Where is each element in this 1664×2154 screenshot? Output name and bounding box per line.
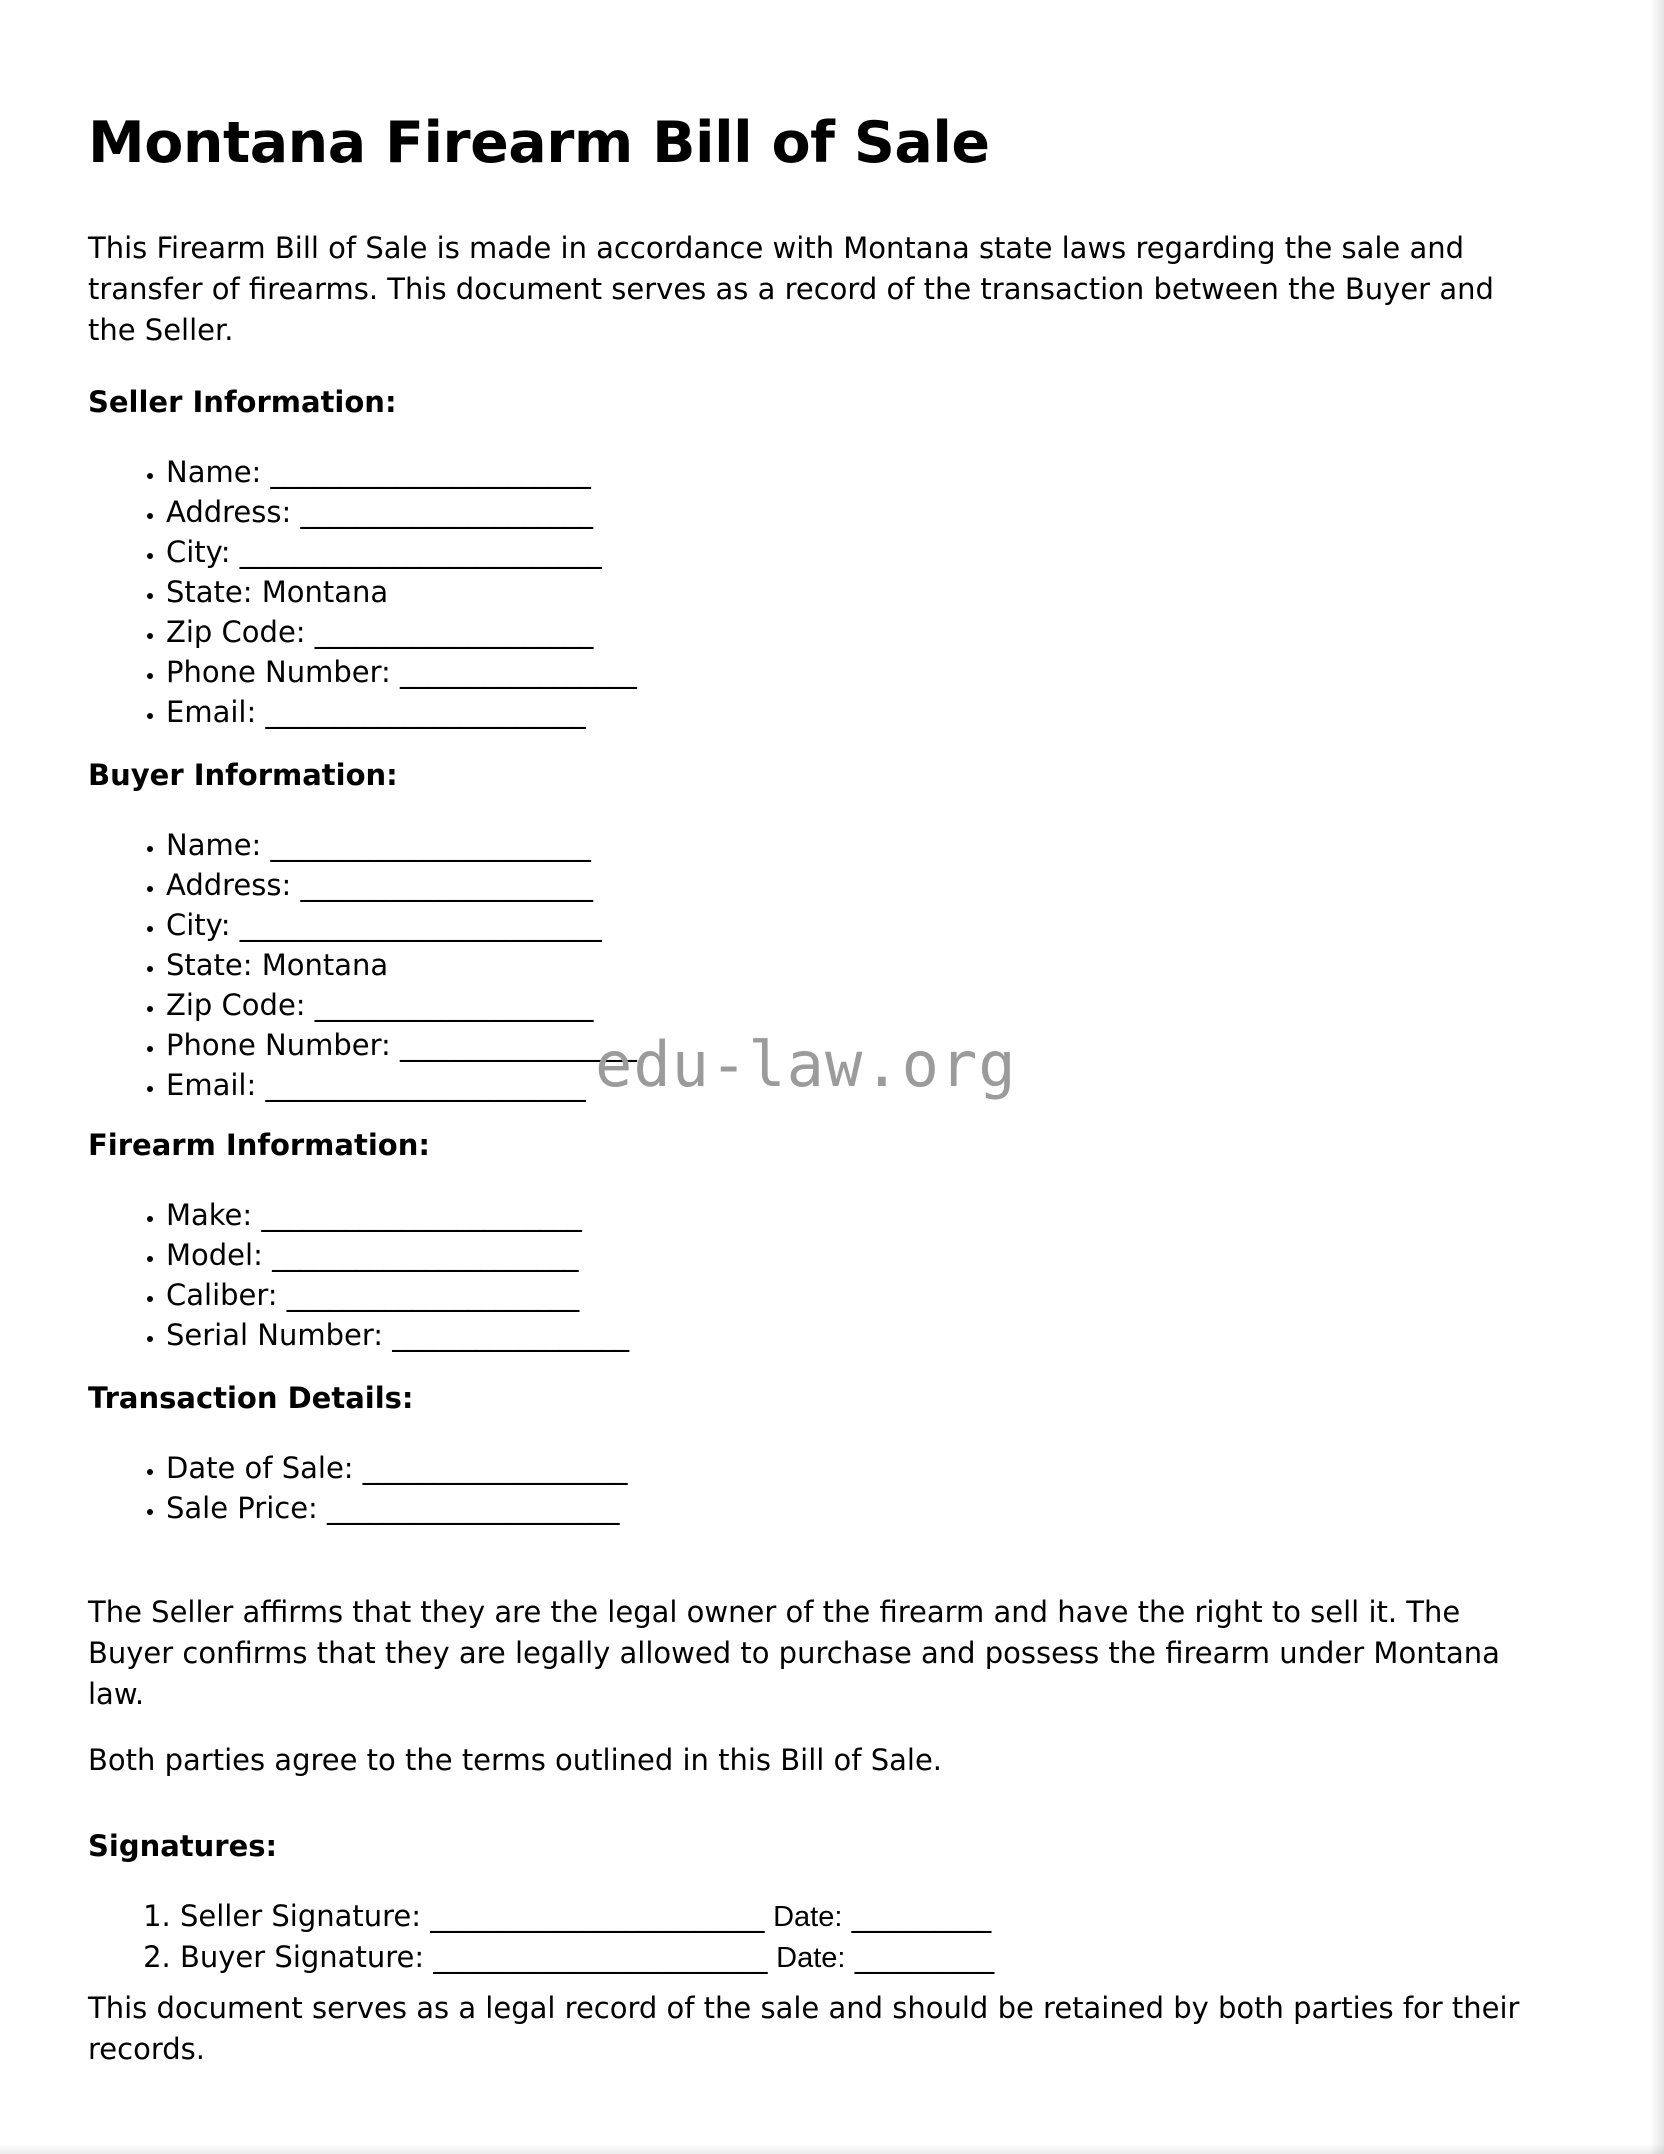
closing-paragraph: This document serves as a legal record of the sale and should be retained by both parties for their records. bbox=[88, 1991, 1520, 2066]
field-blank[interactable]: _______________________ bbox=[270, 828, 591, 862]
signature-rows-block bbox=[88, 1896, 994, 1978]
field-blank[interactable]: _______________________ bbox=[265, 695, 586, 729]
list-item bbox=[166, 532, 636, 572]
transaction-field-list bbox=[88, 1448, 627, 1528]
field-blank[interactable]: _______________________ bbox=[261, 1198, 582, 1232]
buyer-information-heading: Buyer Information: bbox=[88, 758, 398, 792]
list-item bbox=[166, 865, 636, 905]
agreement-paragraph: Both parties agree to the terms outlined in this Bill of Sale. bbox=[88, 1743, 943, 1777]
field-blank[interactable]: _______________________ bbox=[265, 1068, 586, 1102]
list-item bbox=[166, 1488, 627, 1528]
field-blank[interactable]: _________________ bbox=[392, 1318, 629, 1352]
field-blank[interactable]: _____________________ bbox=[300, 495, 593, 529]
list-item bbox=[166, 612, 636, 652]
firearm-fields-block bbox=[88, 1195, 629, 1355]
list-item bbox=[166, 652, 636, 692]
list-item bbox=[166, 945, 636, 985]
field-blank[interactable]: _____________________ bbox=[327, 1491, 619, 1525]
transaction-section-heading-block bbox=[88, 1378, 414, 1418]
list-item bbox=[166, 692, 636, 732]
list-item bbox=[166, 492, 636, 532]
field-blank[interactable]: _____________________ bbox=[286, 1278, 579, 1312]
field-label: Make: bbox=[166, 1198, 253, 1232]
list-item bbox=[166, 452, 636, 492]
field-label: Name: bbox=[166, 455, 262, 489]
field-blank[interactable]: _____________________ bbox=[300, 868, 593, 902]
firearm-section-heading-block bbox=[88, 1125, 430, 1165]
field-blank[interactable]: ____________________ bbox=[314, 988, 593, 1022]
field-label: City: bbox=[166, 535, 231, 569]
seller-fields-block bbox=[88, 452, 636, 732]
field-blank[interactable]: __________________________ bbox=[239, 535, 602, 569]
affirmation-paragraph: The Seller affirms that they are the legal owner of the firearm and have the right to sell it. The Buyer confirms that they are legally allowed to purchase and possess the firearm under Montana law. bbox=[88, 1595, 1500, 1711]
signature-date-blank[interactable]: __________ bbox=[854, 1940, 994, 1974]
seller-section-heading-block bbox=[88, 382, 397, 422]
closing-paragraph-block bbox=[88, 1988, 1528, 2070]
transaction-details-heading: Transaction Details: bbox=[88, 1381, 414, 1415]
signatures-heading: Signatures: bbox=[88, 1829, 278, 1863]
firearm-information-heading: Firearm Information: bbox=[88, 1128, 430, 1162]
list-item bbox=[166, 1235, 629, 1275]
buyer-fields-block bbox=[88, 825, 636, 1105]
field-blank[interactable]: ____________________ bbox=[314, 615, 593, 649]
page-right-edge-shadow bbox=[1650, 0, 1664, 2154]
field-label: Date of Sale: bbox=[166, 1451, 354, 1485]
field-label: Zip Code: bbox=[166, 988, 306, 1022]
signature-label: Buyer Signature: bbox=[180, 1940, 425, 1974]
list-item bbox=[166, 1448, 627, 1488]
field-label: Address: bbox=[166, 495, 292, 529]
transaction-fields-block bbox=[88, 1448, 627, 1528]
list-item bbox=[166, 825, 636, 865]
signature-blank[interactable]: ________________________ bbox=[433, 1940, 767, 1974]
signature-date-label: Date: bbox=[773, 1901, 843, 1933]
list-item bbox=[180, 1937, 994, 1978]
field-label: State: bbox=[166, 575, 253, 609]
page-bottom-edge-shadow bbox=[0, 2144, 1664, 2154]
field-blank[interactable]: __________________________ bbox=[239, 908, 602, 942]
field-label: Email: bbox=[166, 695, 257, 729]
field-label: City: bbox=[166, 908, 231, 942]
list-item bbox=[166, 985, 636, 1025]
signature-date-label: Date: bbox=[776, 1942, 846, 1974]
site-watermark: edu-law.org bbox=[595, 1028, 1017, 1101]
seller-information-heading: Seller Information: bbox=[88, 385, 397, 419]
field-label: Model: bbox=[166, 1238, 263, 1272]
buyer-section-heading-block bbox=[88, 755, 398, 795]
list-item bbox=[166, 1065, 636, 1105]
field-label: Sale Price: bbox=[166, 1491, 318, 1525]
agreement-paragraph-block bbox=[88, 1740, 1528, 1781]
signature-blank[interactable]: ________________________ bbox=[430, 1899, 764, 1933]
list-item bbox=[180, 1896, 994, 1937]
list-item bbox=[166, 1315, 629, 1355]
field-blank[interactable]: _________________ bbox=[400, 1028, 637, 1062]
field-label: Email: bbox=[166, 1068, 257, 1102]
list-item bbox=[166, 905, 636, 945]
buyer-field-list bbox=[88, 825, 636, 1105]
intro-paragraph-block bbox=[88, 228, 1528, 351]
signature-label: Seller Signature: bbox=[180, 1899, 422, 1933]
field-label: Address: bbox=[166, 868, 292, 902]
list-item bbox=[166, 1025, 636, 1065]
field-blank[interactable]: _________________ bbox=[400, 655, 637, 689]
affirmation-paragraph-block bbox=[88, 1592, 1528, 1715]
signature-list bbox=[88, 1896, 994, 1978]
page-title: Montana Firearm Bill of Sale bbox=[88, 110, 990, 176]
list-item bbox=[166, 572, 636, 612]
field-label: Caliber: bbox=[166, 1278, 278, 1312]
signature-date-blank[interactable]: __________ bbox=[851, 1899, 991, 1933]
field-label: Serial Number: bbox=[166, 1318, 384, 1352]
field-label: Phone Number: bbox=[166, 1028, 391, 1062]
field-label: Name: bbox=[166, 828, 262, 862]
field-blank[interactable]: _______________________ bbox=[270, 455, 591, 489]
field-label: Zip Code: bbox=[166, 615, 306, 649]
signatures-section-heading-block bbox=[88, 1826, 277, 1866]
field-label: State: bbox=[166, 948, 253, 982]
field-value: Montana bbox=[261, 575, 389, 609]
seller-field-list bbox=[88, 452, 636, 732]
firearm-field-list bbox=[88, 1195, 629, 1355]
intro-paragraph: This Firearm Bill of Sale is made in accordance with Montana state laws regarding the sale and transfer of firearms. This document serves as a record of the transaction between the Buyer and the Seller. bbox=[88, 231, 1494, 347]
list-item bbox=[166, 1195, 629, 1235]
field-value: Montana bbox=[261, 948, 389, 982]
field-label: Phone Number: bbox=[166, 655, 391, 689]
field-blank[interactable]: ___________________ bbox=[362, 1451, 627, 1485]
field-blank[interactable]: ______________________ bbox=[272, 1238, 578, 1272]
list-item bbox=[166, 1275, 629, 1315]
